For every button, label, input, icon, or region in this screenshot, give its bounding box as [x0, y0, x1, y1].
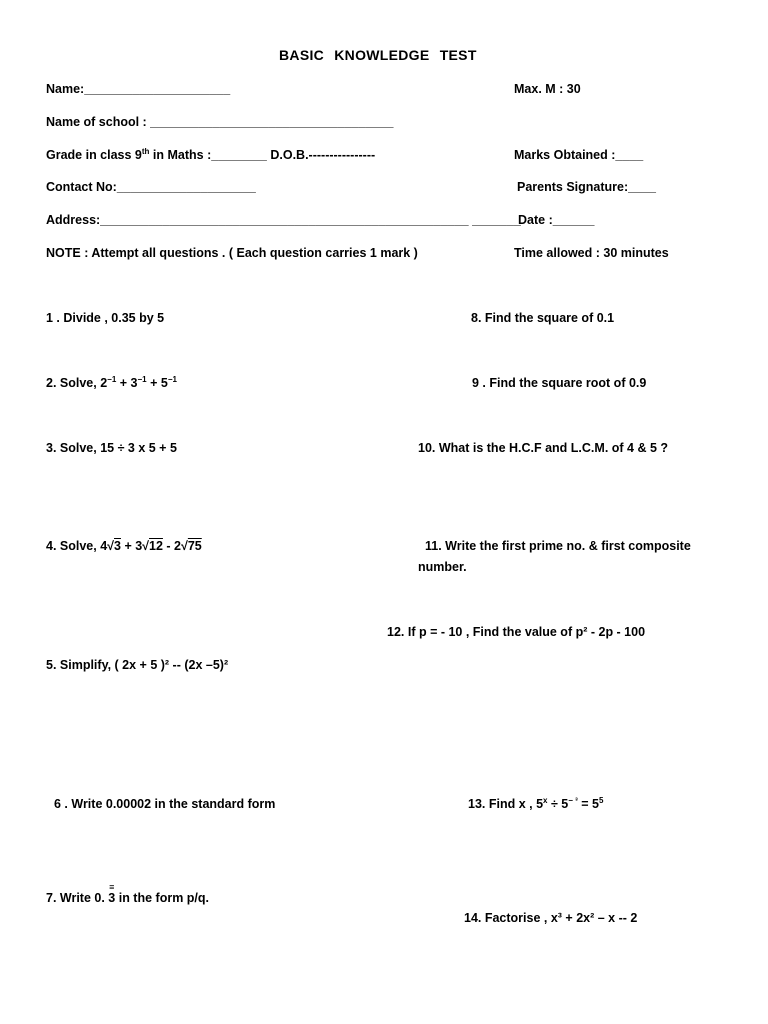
- question-5: 5. Simplify, ( 2x + 5 )² -- (2x –5)²: [46, 658, 229, 672]
- q7-rest: in the form p/q.: [115, 891, 209, 905]
- question-4: [46, 538, 202, 554]
- date-field[interactable]: Date :______: [518, 213, 595, 227]
- q4-radicand-2: 12: [149, 539, 163, 553]
- q2-plus-1: + 3: [116, 376, 138, 390]
- question-9: 9 . Find the square root of 0.9: [472, 376, 647, 390]
- question-6: 6 . Write 0.00002 in the standard form: [54, 797, 276, 811]
- question-11-line-2: number.: [418, 560, 467, 574]
- address-field[interactable]: Address:_____________________________________________________ _______: [46, 213, 521, 227]
- q2-exponent-3: −1: [167, 375, 177, 384]
- q7-recurring-bar: ≡: [109, 882, 115, 892]
- q4-mid-1: + 3√: [120, 539, 150, 553]
- question-10: 10. What is the H.C.F and L.C.M. of 4 & 5 ?: [418, 441, 669, 455]
- question-7: [46, 882, 209, 906]
- q13-equals: = 5: [577, 797, 600, 811]
- q13-divide: ÷ 5: [547, 797, 569, 811]
- parents-signature-field[interactable]: Parents Signature:____: [517, 180, 656, 194]
- q2-exponent-1: −1: [107, 375, 117, 384]
- question-11-line-1: 11. Write the first prime no. & first composite: [425, 539, 691, 553]
- q4-text: 4. Solve, 4√: [46, 539, 115, 553]
- q13-exponent-neg3: − ³: [568, 796, 578, 805]
- marks-obtained-field[interactable]: Marks Obtained :____: [514, 148, 644, 162]
- grade-superscript: th: [141, 147, 150, 156]
- name-field[interactable]: Name:_____________________: [46, 82, 231, 96]
- question-13: [468, 796, 603, 812]
- question-12: 12. If p = - 10 , Find the value of p² - 2p - 100: [387, 625, 646, 639]
- question-1: 1 . Divide , 0.35 by 5: [46, 311, 165, 325]
- q7-digit: 3: [108, 891, 116, 905]
- q13-exponent-5: 5: [599, 796, 604, 805]
- page-title: BASIC KNOWLEDGE TEST: [279, 47, 477, 63]
- school-field[interactable]: Name of school : ___________________________________: [46, 115, 394, 129]
- q13-text: 13. Find x , 5: [468, 797, 544, 811]
- q13-exponent-x: x: [543, 796, 548, 805]
- q2-text: 2. Solve, 2: [46, 376, 108, 390]
- question-8: 8. Find the square of 0.1: [471, 311, 615, 325]
- question-14: 14. Factorise , x³ + 2x² – x -- 2: [464, 911, 638, 925]
- grade-dob-rest: in Maths :________ D.O.B.----------------: [149, 148, 376, 162]
- grade-label: Grade in class 9: [46, 148, 142, 162]
- q4-radicand-1: 3: [114, 539, 121, 553]
- time-allowed: Time allowed : 30 minutes: [514, 246, 669, 260]
- q7-text: 7. Write 0.: [46, 891, 109, 905]
- q7-repeating-digit: [108, 882, 116, 906]
- q4-radicand-3: 75: [187, 539, 202, 553]
- grade-dob-field[interactable]: [46, 147, 375, 163]
- q2-plus-2: + 5: [146, 376, 168, 390]
- contact-field[interactable]: Contact No:____________________: [46, 180, 256, 194]
- max-marks: Max. M : 30: [514, 82, 581, 96]
- question-3: 3. Solve, 15 ÷ 3 x 5 + 5: [46, 441, 177, 455]
- note-text: NOTE : Attempt all questions . ( Each question carries 1 mark ): [46, 246, 418, 260]
- question-2: [46, 375, 177, 391]
- q4-mid-2: - 2√: [162, 539, 188, 553]
- q2-exponent-2: −1: [137, 375, 147, 384]
